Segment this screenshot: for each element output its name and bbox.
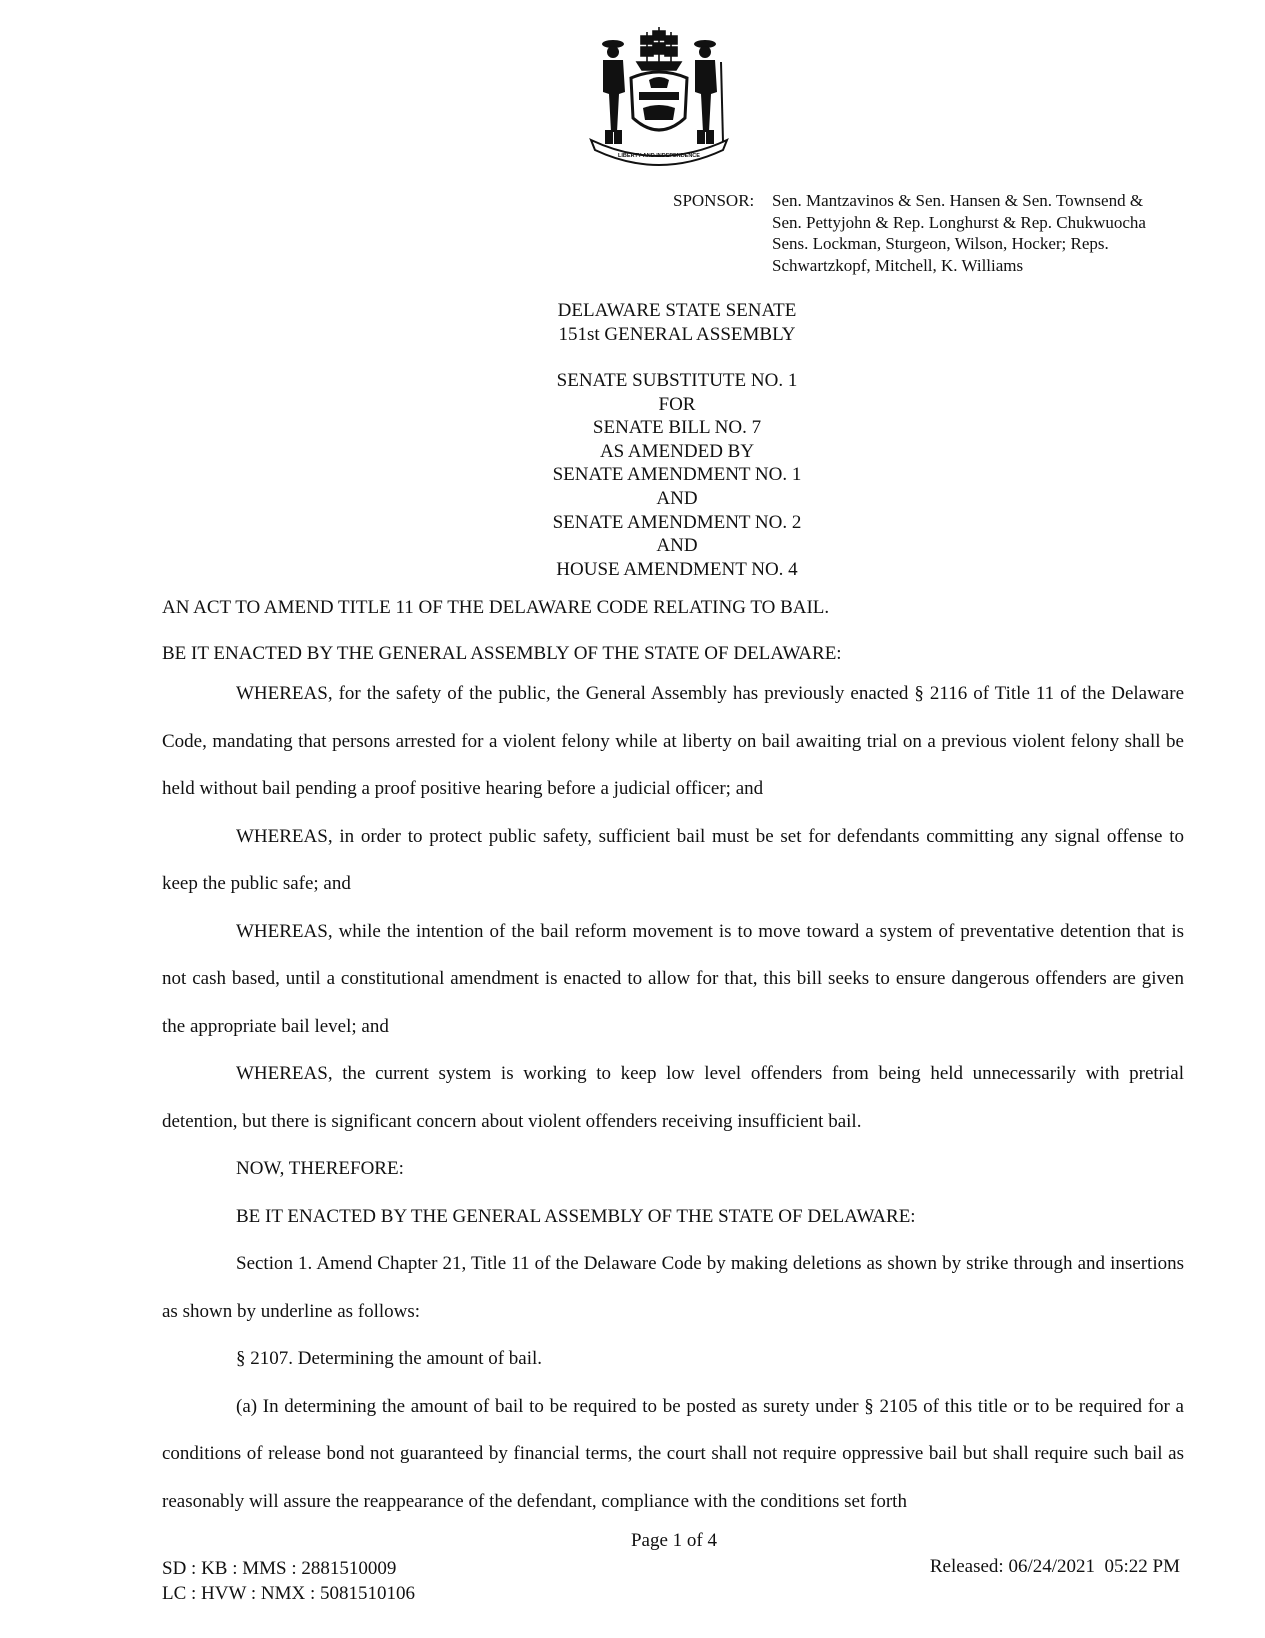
whereas-paragraph: WHEREAS, for the safety of the public, the General Assembly has previously enacted § 2116 of Title 11 of the Delaware Code, mandating that persons arrested for a violent felony while at liberty on bail awaiting trial on a previous violent felony shall be held without bail pending a proof positive hearing before a judicial officer; and [162,683,1184,799]
enacting-clause-body: BE IT ENACTED BY THE GENERAL ASSEMBLY OF THE STATE OF DELAWARE: [236,1205,916,1227]
bill-title-line: SENATE SUBSTITUTE NO. 1 [556,370,798,391]
bill-title-line: AS AMENDED BY [599,440,755,462]
now-therefore: NOW, THEREFORE: [236,1158,404,1179]
heading-line: 151st GENERAL ASSEMBLY [558,324,796,345]
senate-heading [432,299,922,347]
whereas-paragraph: WHEREAS, in order to protect public safety, sufficient bail must be set for defendants committing any signal offense to keep the public safe; and [162,825,1184,894]
bill-title-line: SENATE BILL NO. 7 [592,417,762,439]
heading-line: DELAWARE STATE SENATE [557,300,797,321]
sponsor-line: Sen. Mantzavinos & Sen. Hansen & Sen. Townsend & [772,191,1144,210]
code-line: LC : HVW : NMX : 5081510106 [162,1583,415,1604]
enacting-clause: BE IT ENACTED BY THE GENERAL ASSEMBLY OF THE STATE OF DELAWARE: [162,643,842,664]
code-line: SD : KB : MMS : 2881510009 [162,1558,397,1579]
bill-title-line: AND [656,535,698,557]
bill-body [162,670,1184,1525]
delaware-state-seal [583,22,735,168]
section-heading-2107: § 2107. Determining the amount of bail. [236,1348,543,1369]
act-title: AN ACT TO AMEND TITLE 11 OF THE DELAWARE CODE RELATING TO BAIL. [162,597,830,618]
bill-title-line: SENATE AMENDMENT NO. 1 [552,464,802,486]
sponsor-line: Sen. Pettyjohn & Rep. Longhurst & Rep. Chukwuocha [772,212,1146,232]
document-codes [162,1556,415,1606]
whereas-paragraph: WHEREAS, while the intention of the bail reform movement is to move toward a system of preventative detention that is not cash based, until a constitutional amendment is enacted to allow for that, this bill seeks to ensure dangerous offenders are given the appropriate bail level; and [162,920,1184,1037]
sponsor-names [772,190,1192,276]
bill-title-line: FOR [658,393,696,415]
release-date: Released: 06/24/2021 05:22 PM [929,1556,1180,1577]
page-number: Page 1 of 4 [630,1530,717,1551]
subsection-a: (a) In determining the amount of bail to be required to be posted as surety under § 2105 of this title or to be required for a conditions of release bond not guaranteed by financial terms, the court shall not require oppressive bail but shall require such bail as reasonably will assure the reappearance of the defendant, compliance with the conditions set forth [162,1395,1184,1512]
bill-title-line: HOUSE AMENDMENT NO. 4 [556,558,798,580]
svg-text:LIBERTY AND INDEPENDENCE: LIBERTY AND INDEPENDENCE [618,153,700,159]
bill-title-line: SENATE AMENDMENT NO. 2 [552,511,802,533]
section-1: Section 1. Amend Chapter 21, Title 11 of the Delaware Code by making deletions as shown by strike through and insertions as shown by underline as follows: [162,1253,1184,1322]
sponsor-line: Sens. Lockman, Sturgeon, Wilson, Hocker; Reps. [772,234,1109,254]
bill-title-line: AND [656,487,698,509]
bill-title [432,369,922,581]
whereas-paragraph: WHEREAS, the current system is working to keep low level offenders from being held unnecessarily with pretrial detention, but there is significant concern about violent offenders receiving insufficient bail. [162,1063,1184,1132]
sponsor-line: Schwartzkopf, Mitchell, K. Williams [772,255,1024,275]
sponsor-label: SPONSOR: [673,191,755,210]
